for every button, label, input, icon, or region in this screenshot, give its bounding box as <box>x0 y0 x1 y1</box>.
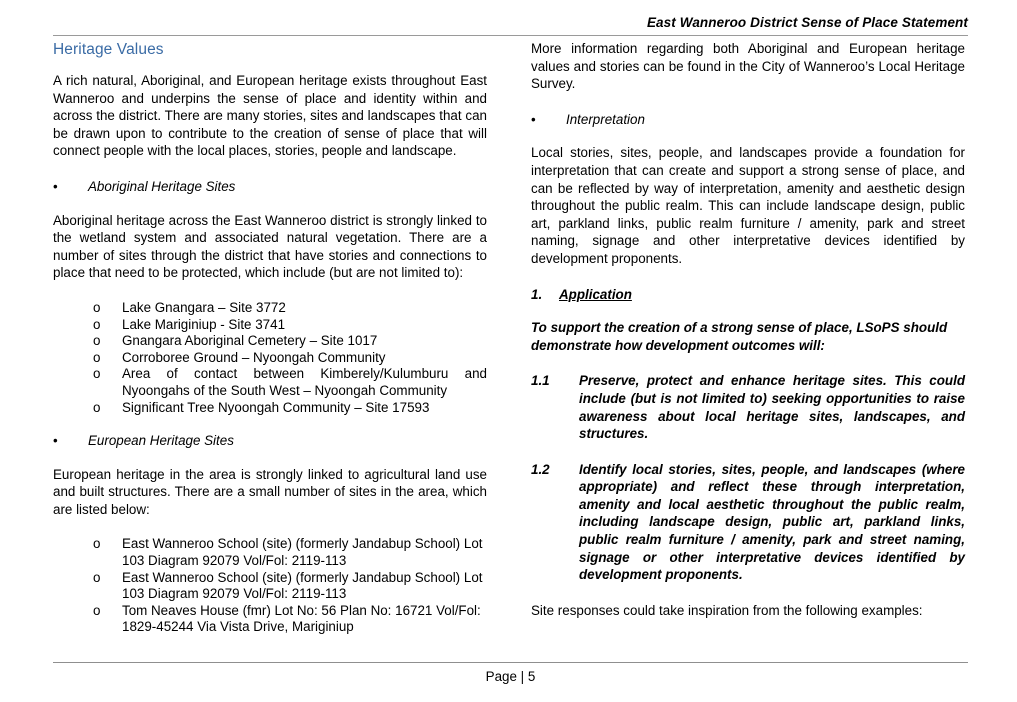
interpretation-label: Interpretation <box>566 111 645 127</box>
page-number: Page | 5 <box>485 669 536 684</box>
list-item <box>93 570 487 603</box>
list-item <box>93 350 487 367</box>
site-name: Area of contact between Kimberely/Kulumburu and Nyoongahs of the South West – Nyoongah Community <box>122 366 487 398</box>
page-footer <box>53 668 968 686</box>
header-divider <box>53 35 968 36</box>
application-number: 1. <box>531 286 543 302</box>
site-name: East Wanneroo School (site) (formerly Jandabup School) Lot 103 Diagram 92079 Vol/Fol: 2119-113 <box>122 569 483 602</box>
european-heritage-label: European Heritage Sites <box>88 433 234 449</box>
clause-text: Preserve, protect and enhance heritage sites. This could include (but is not limited to) seeking opportunities to raise awareness about local heritage sites, landscapes, and structures. <box>579 373 965 442</box>
aboriginal-heritage-bullet <box>53 178 487 196</box>
heritage-intro-paragraph: A rich natural, Aboriginal, and European heritage exists throughout East Wanneroo and underpins the sense of place and identity within and across the district. There are many stories, sites and landscapes that can be drawn upon to contribute to the creation of sense of place that will connect people with the local places, stories, people and landscape. <box>53 73 487 159</box>
site-name: Corroboree Ground – Nyoongah Community <box>122 349 386 365</box>
european-sites-list <box>53 536 487 636</box>
aboriginal-heritage-paragraph: Aboriginal heritage across the East Wanneroo district is strongly linked to the wetland system and associated natural vegetation. There are a number of sites through the district that have stories and connections to place that need to be protected, which include (but are not limited to): <box>53 212 487 281</box>
closing-paragraph: Site responses could take inspiration from the following examples: <box>531 602 923 618</box>
document-title: East Wanneroo District Sense of Place Statement <box>646 15 968 30</box>
interpretation-paragraph: Local stories, sites, people, and landscapes provide a foundation for interpretation that can create and support a strong sense of place, and can be reflected by way of interpretation, amenity and aesthetic design throughout the public realm. This can include landscape design, public art, parkland links, public realm furniture / amenity, park and street naming, signage and other interpretative devices identified by development proponents. <box>531 145 965 266</box>
list-item <box>53 178 487 196</box>
site-name: East Wanneroo School (site) (formerly Jandabup School) Lot 103 Diagram 92079 Vol/Fol: 2119-113 <box>122 536 483 569</box>
bullet-icon: • <box>531 111 536 127</box>
european-heritage-bullet <box>53 432 487 450</box>
site-name: Gnangara Aboriginal Cemetery – Site 1017 <box>122 333 378 349</box>
application-heading <box>531 286 965 304</box>
page-columns <box>0 40 1017 650</box>
circle-bullet-icon: o <box>93 349 101 365</box>
list-item <box>93 536 487 569</box>
circle-bullet-icon: o <box>93 399 101 415</box>
site-name: Significant Tree Nyoongah Community – Site 17593 <box>122 399 430 415</box>
clause-1-2 <box>531 461 965 584</box>
bullet-icon: • <box>53 433 58 449</box>
aboriginal-sites-list <box>53 300 487 416</box>
right-column <box>531 40 965 637</box>
aboriginal-heritage-label: Aboriginal Heritage Sites <box>88 178 236 194</box>
list-item <box>93 400 487 417</box>
list-item <box>93 333 487 350</box>
footer-divider <box>53 662 968 663</box>
list-item <box>93 300 487 317</box>
clause-1-1 <box>531 372 965 442</box>
list-item <box>93 603 487 636</box>
bullet-icon: • <box>53 178 58 194</box>
application-title: Application <box>559 286 632 302</box>
site-name: Lake Mariginiup - Site 3741 <box>122 316 286 332</box>
european-heritage-paragraph: European heritage in the area is strongly linked to agricultural land use and built structures. There are a small number of sites in the area, which are listed below: <box>53 466 487 517</box>
clause-number: 1.2 <box>531 461 550 477</box>
clause-number: 1.1 <box>531 373 550 389</box>
site-name: Lake Gnangara – Site 3772 <box>122 299 286 315</box>
circle-bullet-icon: o <box>93 316 101 332</box>
list-item <box>93 366 487 399</box>
list-item <box>531 111 965 129</box>
circle-bullet-icon: o <box>93 569 101 585</box>
page-title: Heritage Values <box>53 41 164 58</box>
left-column <box>53 40 487 652</box>
circle-bullet-icon: o <box>93 333 101 349</box>
circle-bullet-icon: o <box>93 602 101 618</box>
circle-bullet-icon: o <box>93 536 101 552</box>
list-item <box>53 432 487 450</box>
circle-bullet-icon: o <box>93 366 101 382</box>
circle-bullet-icon: o <box>93 299 101 315</box>
site-name: Tom Neaves House (fmr) Lot No: 56 Plan No: 16721 Vol/Fol: 1829-45244 Via Vista Drive, Mariginiup <box>122 602 481 635</box>
more-information-paragraph: More information regarding both Aboriginal and European heritage values and stories can be found in the City of Wanneroo’s Local Heritage Survey. <box>531 41 965 92</box>
interpretation-bullet <box>531 111 965 129</box>
clause-text: Identify local stories, sites, people, and landscapes (where appropriate) and reflect these through interpretation, amenity and local aesthetic throughout the public realm, including landscape design, public art, parkland links, public realm furniture / amenity, park and street naming, signage or other interpretative devices identified by development proponents. <box>579 461 965 583</box>
list-item <box>93 317 487 334</box>
application-lead-paragraph: To support the creation of a strong sense of place, LSoPS should demonstrate how development outcomes will: <box>531 320 948 353</box>
page-header <box>53 14 968 32</box>
